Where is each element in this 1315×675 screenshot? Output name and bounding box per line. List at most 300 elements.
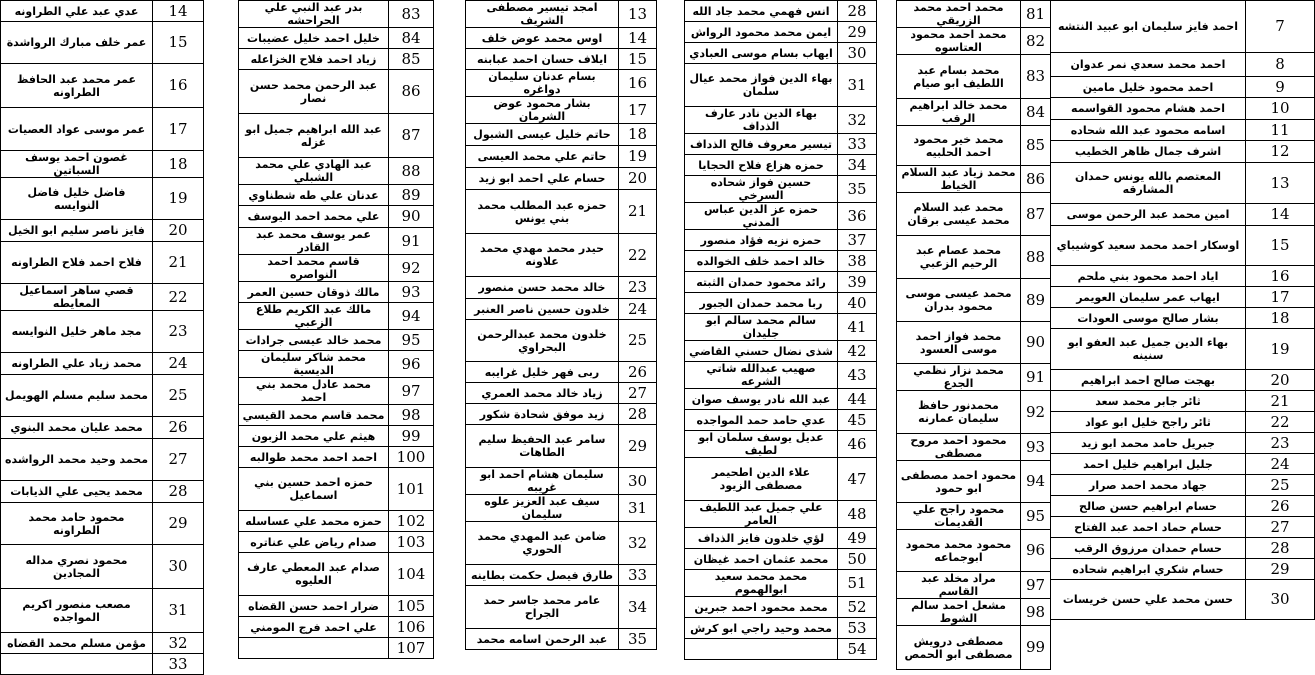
- column-2: [896, 0, 1050, 661]
- table-row: [897, 166, 1051, 193]
- table-row: [466, 49, 657, 70]
- row-number: 35: [838, 176, 877, 203]
- column-5: [238, 0, 433, 657]
- student-name: محمد عيسى موسى محمود بدران: [897, 279, 1021, 322]
- table-row: [466, 586, 657, 629]
- student-name: محمدنور حافظ سليمان عمارنه: [897, 391, 1021, 434]
- row-number: 15: [1246, 226, 1315, 266]
- row-number: 91: [1021, 364, 1051, 391]
- student-name: محمد يحيى علي الذيابات: [1, 481, 153, 503]
- student-name: غصون احمد يوسف السباتين: [1, 151, 153, 178]
- student-name: امين محمد عبد الرحمن موسى: [1051, 204, 1246, 226]
- row-number: 21: [1246, 391, 1315, 412]
- student-name: ثائر راجح خليل ابو عواد: [1051, 412, 1246, 433]
- table-row: [239, 255, 434, 282]
- table-row: [685, 458, 877, 501]
- row-number: 86: [1021, 166, 1051, 193]
- student-name: محمود احمد مصطفى ابو حمود: [897, 461, 1021, 503]
- student-name: انس فهمي محمد جاد الله: [685, 1, 838, 22]
- table-row: [1051, 120, 1315, 141]
- student-name: اياد احمد محمود بني ملحم: [1051, 266, 1246, 287]
- student-name: حاتم خليل عيسى الشبول: [466, 124, 619, 146]
- table-row: [466, 320, 657, 362]
- table-row: [1051, 1, 1315, 53]
- table-row: [1051, 475, 1315, 496]
- column-4: [465, 0, 656, 648]
- table-row: [1051, 329, 1315, 370]
- table-row: [1, 417, 204, 439]
- row-number: 37: [838, 230, 877, 251]
- row-number: 27: [619, 383, 657, 404]
- row-number: 88: [1021, 236, 1051, 279]
- table-row: [1051, 226, 1315, 266]
- student-name: حسام شكري ابراهيم شحاده: [1051, 559, 1246, 580]
- student-name: زيد موفق شحادة شكور: [466, 404, 619, 425]
- table-row: [1051, 308, 1315, 329]
- student-name: صدام عبد المعطي عارف العليوه: [239, 553, 389, 596]
- table-row: [897, 126, 1051, 166]
- table-row: [685, 528, 877, 549]
- student-name: حمزه عز الدين عباس المدني: [685, 203, 838, 230]
- table-row: [685, 639, 877, 660]
- table-row: [1, 1, 204, 22]
- student-name: محمد عثمان احمد غيظان: [685, 549, 838, 570]
- row-number: 98: [389, 405, 434, 426]
- row-number: 100: [389, 447, 434, 468]
- row-number: 83: [1021, 55, 1051, 99]
- table-row: [1, 633, 204, 654]
- student-name: خلدون محمد عبدالرحمن البحراوي: [466, 320, 619, 362]
- student-name: حسين فواز شحاده السرخي: [685, 176, 838, 203]
- row-number: 16: [1246, 266, 1315, 287]
- student-name: مالك ذوقان حسين العمر: [239, 282, 389, 303]
- row-number: 28: [619, 404, 657, 425]
- student-name: حسام حماد احمد عبد الفتاح: [1051, 517, 1246, 538]
- table-row: [897, 503, 1051, 530]
- row-number: 95: [1021, 503, 1051, 530]
- row-number: 96: [389, 351, 434, 378]
- row-number: 42: [838, 341, 877, 362]
- row-number: 87: [389, 114, 434, 158]
- student-name: محمد سليم مسلم الهويمل: [1, 375, 153, 417]
- table-row: [685, 64, 877, 107]
- row-number: 84: [389, 28, 434, 49]
- row-number: 12: [1246, 141, 1315, 163]
- column-1: [1050, 0, 1314, 632]
- table-row: [897, 322, 1051, 364]
- table-row: [239, 282, 434, 303]
- table-row: [239, 49, 434, 70]
- row-number: 93: [389, 282, 434, 303]
- student-name: محمود حامد محمد الطراونه: [1, 503, 153, 545]
- student-name: ضرار احمد حسن القضاه: [239, 596, 389, 617]
- table-row: [685, 230, 877, 251]
- student-name: حسام ابراهيم حسن صالح: [1051, 496, 1246, 517]
- student-name: محمود راجح علي القديمات: [897, 503, 1021, 530]
- table-row: [1, 242, 204, 284]
- student-name: علي محمد احمد اليوسف: [239, 206, 389, 228]
- row-number: 53: [838, 618, 877, 639]
- row-number: 31: [153, 589, 204, 633]
- student-name: حسن محمد علي حسن خريسات: [1051, 580, 1246, 620]
- student-name: عمر موسى عواد العصيات: [1, 108, 153, 151]
- table-row: [685, 134, 877, 155]
- row-number: 28: [153, 481, 204, 503]
- table-row: [466, 404, 657, 425]
- row-number: 14: [619, 28, 657, 49]
- table-row: [1051, 580, 1315, 620]
- student-name: محمد خالد عيسى جرادات: [239, 330, 389, 351]
- table-row: [1051, 141, 1315, 163]
- row-number: 95: [389, 330, 434, 351]
- student-name: طارق فيصل حكمت بطاينه: [466, 565, 619, 586]
- table-row: [1051, 370, 1315, 391]
- row-number: 28: [838, 1, 877, 22]
- student-name: ايهاب بسام موسى العبادي: [685, 43, 838, 64]
- table-row: [1, 151, 204, 178]
- row-number: 33: [838, 134, 877, 155]
- row-number: 18: [153, 151, 204, 178]
- row-number: 34: [619, 586, 657, 629]
- row-number: 20: [1246, 370, 1315, 391]
- row-number: 90: [1021, 322, 1051, 364]
- student-name: عمر خلف مبارك الرواشدة: [1, 22, 153, 64]
- student-name: عامر محمد جاسر حمد الجراح: [466, 586, 619, 629]
- table-row: [685, 597, 877, 618]
- row-number: 16: [619, 70, 657, 97]
- column-6: [0, 0, 203, 673]
- row-number: 14: [1246, 204, 1315, 226]
- student-name: عمر محمد عبد الحافظ الطراونه: [1, 64, 153, 108]
- table-row: [685, 314, 877, 341]
- student-name: محمد وحيد محمد الرواشده: [1, 439, 153, 481]
- student-name: محمد خير محمود احمد الحلبيه: [897, 126, 1021, 166]
- table-row: [466, 28, 657, 49]
- row-number: 33: [619, 565, 657, 586]
- student-name: عبد الله نادر يوسف صوان: [685, 389, 838, 410]
- table-row: [239, 596, 434, 617]
- row-number: 83: [389, 1, 434, 28]
- student-name: حاتم علي محمد العيسى: [466, 146, 619, 168]
- student-name: محمد بسام عبد اللطيف ابو صيام: [897, 55, 1021, 99]
- row-number: 48: [838, 501, 877, 528]
- column-3: [684, 0, 876, 658]
- table-row: [1051, 559, 1315, 580]
- table-row: [239, 553, 434, 596]
- row-number: 26: [153, 417, 204, 439]
- row-number: 29: [1246, 559, 1315, 580]
- row-number: 19: [153, 178, 204, 220]
- row-number: 32: [153, 633, 204, 654]
- student-name: حمزه احمد حسين بني اسماعيل: [239, 468, 389, 511]
- student-name: حمزه محمد علي عساسله: [239, 511, 389, 532]
- student-name: امجد تيسير مصطفى الشريف: [466, 1, 619, 28]
- table-row: [685, 549, 877, 570]
- table-row: [685, 389, 877, 410]
- student-name: بدر عبد النبي علي الحراحشه: [239, 1, 389, 28]
- row-number: 16: [153, 64, 204, 108]
- row-number: 25: [153, 375, 204, 417]
- row-number: 33: [153, 654, 204, 675]
- table-row: [466, 495, 657, 522]
- table-row: [1, 481, 204, 503]
- row-number: 98: [1021, 599, 1051, 626]
- row-number: 23: [619, 277, 657, 299]
- row-number: 21: [619, 190, 657, 234]
- student-name: صدام رياض علي عناتره: [239, 532, 389, 553]
- student-name: عمر يوسف محمد عبد القادر: [239, 228, 389, 255]
- table-row: [466, 190, 657, 234]
- table-row: [239, 351, 434, 378]
- row-number: 104: [389, 553, 434, 596]
- row-number: 22: [619, 234, 657, 277]
- student-name: قصي ساهر اسماعيل المعايطه: [1, 284, 153, 311]
- table-row: [897, 599, 1051, 626]
- row-number: 17: [153, 108, 204, 151]
- student-name: خليل احمد خليل عضيبات: [239, 28, 389, 49]
- row-number: 17: [1246, 287, 1315, 308]
- row-number: 44: [838, 389, 877, 410]
- student-name: مجد ماهر خليل النوايسه: [1, 311, 153, 353]
- table-row: [1051, 204, 1315, 226]
- row-number: 103: [389, 532, 434, 553]
- table-row: [685, 293, 877, 314]
- row-number: 99: [1021, 626, 1051, 670]
- table-row: [1, 64, 204, 108]
- row-number: 24: [1246, 454, 1315, 475]
- row-number: 46: [838, 431, 877, 458]
- table-row: [239, 114, 434, 158]
- table-row: [685, 176, 877, 203]
- row-number: 93: [1021, 434, 1051, 461]
- row-number: 7: [1246, 1, 1315, 53]
- student-name: عبد الله ابراهيم جميل ابو غزله: [239, 114, 389, 158]
- row-number: 8: [1246, 53, 1315, 77]
- table-row: [239, 468, 434, 511]
- row-number: 18: [619, 124, 657, 146]
- student-name: علي احمد فرج المومني: [239, 617, 389, 638]
- row-number: 41: [838, 314, 877, 341]
- table-row: [1051, 287, 1315, 308]
- table-row: [239, 447, 434, 468]
- student-name: لؤي خلدون فايز الذداف: [685, 528, 838, 549]
- student-name: عدي عبد علي الطراونه: [1, 1, 153, 22]
- table-row: [685, 431, 877, 458]
- student-name: احمد فايز سليمان ابو عبيد النتشه: [1051, 1, 1246, 53]
- student-name: فلاح احمد فلاح الطراونه: [1, 242, 153, 284]
- row-number: 106: [389, 617, 434, 638]
- student-name: محمد عادل محمد بني احمد: [239, 378, 389, 405]
- table-row: [239, 70, 434, 114]
- row-number: 96: [1021, 530, 1051, 572]
- student-name: صهيب عبدالله شاتي الشرعه: [685, 362, 838, 389]
- table-row: [897, 193, 1051, 236]
- student-name: خلدون حسين ناصر العنبر: [466, 299, 619, 320]
- student-name: جبريل حامد محمد ابو زيد: [1051, 433, 1246, 454]
- table-row: [897, 28, 1051, 55]
- table-row: [1051, 391, 1315, 412]
- table-row: [466, 277, 657, 299]
- table-row: [1, 375, 204, 417]
- row-number: 15: [619, 49, 657, 70]
- row-number: 23: [153, 311, 204, 353]
- student-name: علاء الدين اطحيمر مصطفى الزيود: [685, 458, 838, 501]
- row-number: 18: [1246, 308, 1315, 329]
- student-name: سامر عبد الحفيظ سليم الطاهات: [466, 425, 619, 468]
- row-number: 31: [838, 64, 877, 107]
- row-number: 81: [1021, 1, 1051, 28]
- student-name: سالم محمد سالم ابو جليدان: [685, 314, 838, 341]
- student-name: محمد فواز احمد موسى العسود: [897, 322, 1021, 364]
- row-number: 14: [153, 1, 204, 22]
- row-number: 27: [153, 439, 204, 481]
- row-number: 13: [1246, 163, 1315, 204]
- row-number: 47: [838, 458, 877, 501]
- student-name: بشار صالح موسى العودات: [1051, 308, 1246, 329]
- table-row: [239, 532, 434, 553]
- student-name: محمد نزار نظمي الجدع: [897, 364, 1021, 391]
- table-row: [897, 99, 1051, 126]
- row-number: 20: [619, 168, 657, 190]
- student-name: بهجت صالح احمد ابراهيم: [1051, 370, 1246, 391]
- table-row: [466, 383, 657, 404]
- table-row: [685, 341, 877, 362]
- student-name: احمد محمود خليل مامين: [1051, 77, 1246, 98]
- row-number: 92: [389, 255, 434, 282]
- student-name: احمد احمد محمد طوالبه: [239, 447, 389, 468]
- student-name: بسام عدنان سليمان دواغره: [466, 70, 619, 97]
- row-number: 87: [1021, 193, 1051, 236]
- row-number: 26: [619, 362, 657, 383]
- table-row: [1051, 517, 1315, 538]
- table-row: [239, 28, 434, 49]
- row-number: 17: [619, 97, 657, 124]
- student-name: بهاء الدين جميل عبد العفو ابو سنينه: [1051, 329, 1246, 370]
- table-row: [1051, 538, 1315, 559]
- table-row: [466, 146, 657, 168]
- table-row: [466, 234, 657, 277]
- table-row: [685, 107, 877, 134]
- row-number: 35: [619, 629, 657, 650]
- table-row: [685, 1, 877, 22]
- table-row: [1, 439, 204, 481]
- table-row: [466, 168, 657, 190]
- student-name: مصعب منصور اكريم المواجده: [1, 589, 153, 633]
- student-name: عدنان علي طه شطناوي: [239, 185, 389, 206]
- row-number: 10: [1246, 98, 1315, 120]
- student-name: احمد محمد سعدي نمر عدوان: [1051, 53, 1246, 77]
- student-name: مؤمن مسلم محمد القضاه: [1, 633, 153, 654]
- row-number: 29: [838, 22, 877, 43]
- student-name: حمزه هزاع فلاح الحجايا: [685, 155, 838, 176]
- student-name: تيسير معروف فالح الذداف: [685, 134, 838, 155]
- row-number: 34: [838, 155, 877, 176]
- student-name: اسامه محمود عبد الله شحاده: [1051, 120, 1246, 141]
- student-name: عبد الهادي علي محمد الشبلي: [239, 158, 389, 185]
- table-row: [1, 589, 204, 633]
- student-name: علي جميل عبد اللطيف العامر: [685, 501, 838, 528]
- row-number: 28: [1246, 538, 1315, 559]
- student-name: خالد محمد حسن منصور: [466, 277, 619, 299]
- student-name: ايلاف حسان احمد عبابنه: [466, 49, 619, 70]
- row-number: 30: [619, 468, 657, 495]
- row-number: 24: [153, 353, 204, 375]
- row-number: 94: [389, 303, 434, 330]
- table-row: [1, 22, 204, 64]
- table-row: [897, 391, 1051, 434]
- student-name: ربى فهر خليل غرايبه: [466, 362, 619, 383]
- row-number: 9: [1246, 77, 1315, 98]
- row-number: 51: [838, 570, 877, 597]
- table-row: [466, 522, 657, 565]
- student-name: ايهاب عمر سليمان العويمر: [1051, 287, 1246, 308]
- table-row: [897, 530, 1051, 572]
- student-name: عديل يوسف سلمان ابو لطيف: [685, 431, 838, 458]
- student-name: محمد محمد سعيد ابوالهموم: [685, 570, 838, 597]
- table-row: [466, 425, 657, 468]
- student-name: محمد خالد ابراهيم الرقب: [897, 99, 1021, 126]
- student-name: مراد مخلد عبد القاسم: [897, 572, 1021, 599]
- table-row: [466, 70, 657, 97]
- table-row: [239, 426, 434, 447]
- row-number: 13: [619, 1, 657, 28]
- row-number: 101: [389, 468, 434, 511]
- row-number: 15: [153, 22, 204, 64]
- student-name: ضامن عبد المهدي محمد الحوري: [466, 522, 619, 565]
- student-name: جليل ابراهيم خليل احمد: [1051, 454, 1246, 475]
- table-row: [897, 626, 1051, 670]
- row-number: 54: [838, 639, 877, 660]
- table-row: [239, 405, 434, 426]
- student-name: محمد محمود احمد جبرين: [685, 597, 838, 618]
- student-name: مالك عبد الكريم طلاع الزعبي: [239, 303, 389, 330]
- row-number: 102: [389, 511, 434, 532]
- student-name: مشعل احمد سالم الشوط: [897, 599, 1021, 626]
- table-row: [239, 378, 434, 405]
- table-row: [239, 1, 434, 28]
- table-row: [1, 311, 204, 353]
- row-number: 38: [838, 251, 877, 272]
- table-row: [239, 617, 434, 638]
- row-number: 26: [1246, 496, 1315, 517]
- row-number: 32: [838, 107, 877, 134]
- row-number: 43: [838, 362, 877, 389]
- student-name: بهاء الدين نادر عارف الذداف: [685, 107, 838, 134]
- table-row: [1, 353, 204, 375]
- table-row: [239, 303, 434, 330]
- row-number: 30: [153, 545, 204, 589]
- row-number: 19: [619, 146, 657, 168]
- student-name: مصطفى درويش مصطفى ابو الحمص: [897, 626, 1021, 670]
- table-row: [1, 284, 204, 311]
- row-number: 22: [1246, 412, 1315, 433]
- student-name: احمد هشام محمود القواسمه: [1051, 98, 1246, 120]
- table-row: [685, 410, 877, 431]
- student-name: محمد شاكر سليمان الديسية: [239, 351, 389, 378]
- row-number: 97: [1021, 572, 1051, 599]
- table-row: [466, 1, 657, 28]
- row-number: 85: [389, 49, 434, 70]
- student-name: حيدر محمد مهدي محمد علاونه: [466, 234, 619, 277]
- row-number: 22: [153, 284, 204, 311]
- row-number: 92: [1021, 391, 1051, 434]
- row-number: 20: [153, 220, 204, 242]
- student-name: محمد قاسم محمد القيسي: [239, 405, 389, 426]
- student-name: زياد احمد فلاح الخزاعله: [239, 49, 389, 70]
- table-row: [897, 572, 1051, 599]
- table-row: [897, 461, 1051, 503]
- student-name: محمد وحيد راجي ابو كرش: [685, 618, 838, 639]
